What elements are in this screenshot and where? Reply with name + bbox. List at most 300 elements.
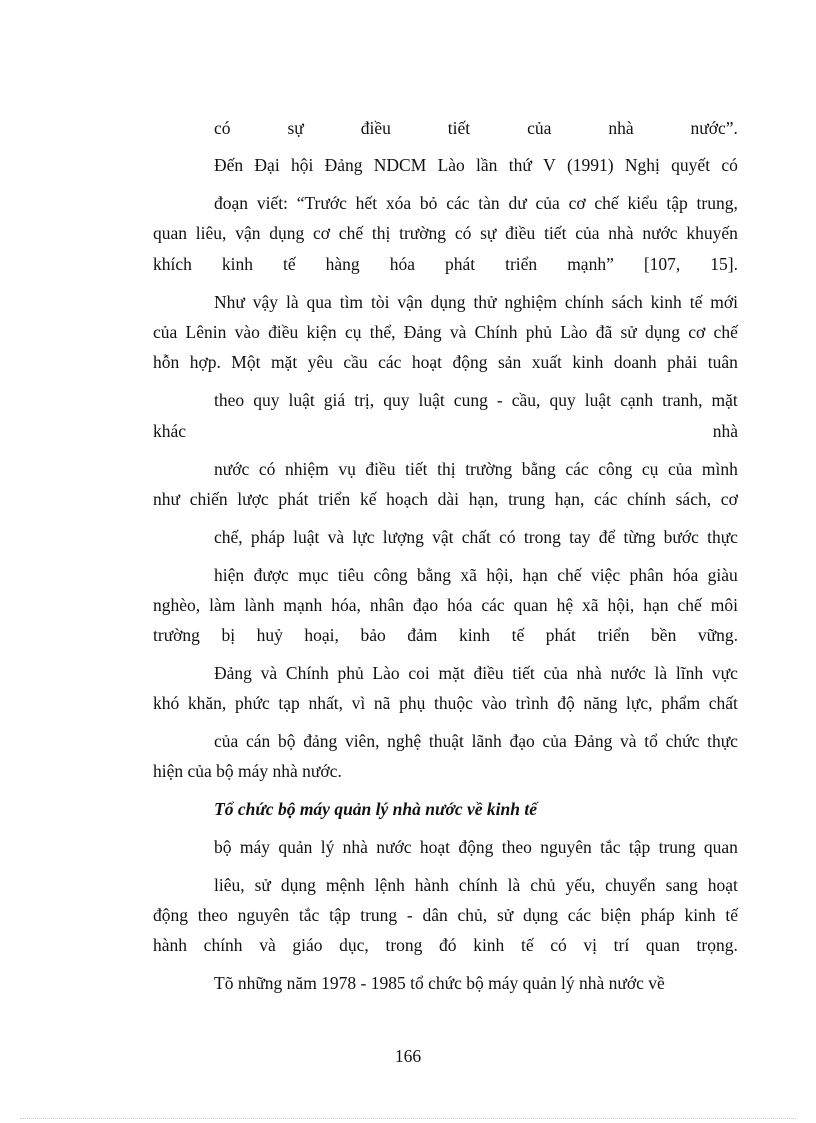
word: lược	[237, 489, 269, 509]
word: kinh	[572, 352, 604, 372]
word: tế	[283, 254, 296, 274]
word: đảng	[303, 731, 338, 751]
word: chính	[564, 292, 604, 312]
text-line	[214, 291, 738, 313]
word: trường	[153, 625, 200, 645]
word: động	[452, 352, 488, 372]
word: mệnh	[325, 875, 365, 895]
word: hoạt	[419, 837, 451, 857]
word: kinh	[650, 292, 682, 312]
word: sử	[254, 875, 271, 895]
word: vững.	[697, 625, 738, 645]
word: và	[259, 935, 276, 955]
word: mạnh”	[567, 254, 614, 274]
word: nhất,	[308, 693, 343, 713]
word: trường	[465, 459, 513, 479]
word: chế	[338, 223, 364, 243]
section-heading: Tổ chức bộ máy quản lý nhà nước về kinh tế	[214, 799, 537, 819]
word: biện	[600, 905, 631, 925]
word: Chính	[474, 322, 518, 342]
word: dụng	[430, 292, 466, 312]
word: khó	[153, 693, 180, 713]
word: hoại,	[304, 625, 339, 645]
word: mặt	[711, 390, 738, 410]
text-line	[153, 222, 738, 244]
word: đoạn	[214, 193, 249, 213]
word: các	[378, 352, 402, 372]
word: hóa,	[331, 595, 361, 615]
word: của	[527, 118, 552, 138]
word: Lênin	[185, 322, 227, 342]
word: năng	[583, 693, 618, 713]
word: lực,	[626, 693, 653, 713]
word: Chính	[285, 663, 329, 683]
word: cơ	[313, 223, 331, 243]
word: yếu,	[565, 875, 596, 895]
word: vận	[397, 292, 423, 312]
text-line	[214, 874, 738, 896]
word: xã	[582, 595, 599, 615]
page-bottom-divider	[20, 1118, 796, 1119]
word: nguyên	[540, 837, 592, 857]
word: phủ	[525, 322, 552, 342]
word: thị	[437, 459, 456, 479]
word: cơ	[688, 322, 706, 342]
word: bộ	[214, 837, 232, 857]
word: nhân	[369, 595, 404, 615]
word: của	[668, 459, 693, 479]
word: bị	[221, 625, 236, 645]
word: được	[253, 565, 289, 585]
word: tìm	[339, 292, 364, 312]
text-line	[214, 662, 738, 684]
word: coi	[408, 663, 430, 683]
word: lệnh	[374, 875, 405, 895]
word: Nghị	[624, 155, 660, 175]
word: hợp.	[189, 352, 221, 372]
word: hành	[153, 935, 188, 955]
word: lành	[244, 595, 275, 615]
word: doanh	[613, 352, 657, 372]
word: điều	[473, 663, 504, 683]
word: Một	[231, 352, 261, 372]
word: hóa	[672, 565, 699, 585]
word: hội	[290, 155, 314, 175]
word: của	[575, 223, 600, 243]
word: kiểu	[627, 193, 658, 213]
word: có	[258, 459, 276, 479]
word: nước	[214, 459, 250, 479]
word: trung	[360, 905, 398, 925]
word: quan	[645, 935, 680, 955]
word: phát	[545, 625, 576, 645]
word: kinh	[221, 254, 254, 274]
text-line: Tõ những năm 1978 - 1985 tổ chức bộ máy quản lý nhà nước về	[214, 973, 665, 993]
word: tế	[689, 292, 703, 312]
word: dụng	[269, 223, 305, 243]
word: hạn,	[554, 489, 585, 509]
word: pháp	[250, 527, 285, 547]
word: trung,	[696, 193, 738, 213]
word: luật	[418, 390, 445, 410]
word: kế	[359, 489, 377, 509]
word: sử	[496, 905, 514, 925]
word: V	[543, 155, 556, 175]
word: [107,	[643, 254, 681, 274]
text-line	[153, 351, 738, 373]
text-line	[214, 389, 738, 411]
word: quy	[383, 390, 410, 410]
word: chính	[627, 489, 666, 509]
word: mặt	[438, 663, 465, 683]
word: hành	[414, 875, 449, 895]
word: tập	[666, 193, 688, 213]
word: hội,	[607, 595, 635, 615]
word: kinh	[473, 935, 505, 955]
word: công	[598, 459, 633, 479]
word: luật	[293, 527, 320, 547]
word: theo	[501, 837, 532, 857]
word: dụng	[522, 905, 558, 925]
word: làm	[209, 595, 236, 615]
word: đó	[439, 935, 457, 955]
word: xã	[460, 565, 477, 585]
word: cầu,	[511, 390, 541, 410]
word: cung	[453, 390, 488, 410]
word: trình	[515, 693, 549, 713]
word: trọng.	[696, 935, 738, 955]
word: hoạt	[707, 875, 738, 895]
word: việc	[590, 565, 621, 585]
word: bộ	[278, 731, 296, 751]
word: tạp	[278, 693, 300, 713]
word: tế	[511, 625, 525, 645]
word: hoạch	[386, 489, 428, 509]
word: thứ	[508, 155, 532, 175]
word: để	[598, 527, 616, 547]
word: dụng	[645, 322, 681, 342]
word: tiết	[405, 459, 428, 479]
word: của	[153, 322, 178, 342]
word: khích	[153, 254, 192, 274]
word: cơ	[568, 193, 586, 213]
word: xuất	[531, 352, 562, 372]
word: chủ,	[457, 905, 488, 925]
word: trung	[508, 489, 546, 509]
word: phát	[444, 254, 476, 274]
word: triển	[505, 254, 538, 274]
word: có	[454, 223, 472, 243]
word: Lào	[437, 155, 465, 175]
word: phẩm	[661, 693, 701, 713]
word: cầu	[343, 352, 368, 372]
word: lần	[476, 155, 498, 175]
word: giá	[323, 390, 346, 410]
word: vào	[481, 693, 507, 713]
word: đã	[595, 322, 613, 342]
text-line	[153, 253, 738, 275]
word: quan	[513, 595, 548, 615]
word: nước	[642, 223, 678, 243]
word: có	[721, 155, 738, 175]
word: đạo	[509, 731, 535, 751]
text-line: hiện của bộ máy nhà nước.	[153, 761, 342, 781]
word: của	[542, 731, 567, 751]
word: tàn	[478, 193, 500, 213]
word: chế	[713, 322, 738, 342]
word: vụ	[338, 459, 356, 479]
word: hạn	[522, 565, 548, 585]
word: thực	[707, 731, 738, 751]
word: Như	[214, 292, 245, 312]
word: vị	[583, 935, 598, 955]
word: NDCM	[373, 155, 427, 175]
word: các	[567, 905, 592, 925]
word: chủ	[530, 875, 556, 895]
word: tập	[628, 837, 651, 857]
word: phát	[278, 489, 309, 509]
word: thuật	[428, 731, 464, 751]
word: nghệ	[387, 731, 422, 751]
word: lĩnh	[675, 663, 704, 683]
word: trường	[399, 223, 447, 243]
word: triển	[597, 625, 630, 645]
word: của	[543, 663, 568, 683]
word: vì	[351, 693, 366, 713]
word: giàu	[707, 565, 738, 585]
word: sử	[620, 322, 637, 342]
text-line	[153, 934, 738, 956]
word: phủ	[337, 663, 364, 683]
word: bỏ	[419, 193, 438, 213]
word: có	[214, 118, 231, 138]
word: tiêu	[337, 565, 365, 585]
word: bước	[663, 527, 699, 547]
word: quy	[253, 390, 280, 410]
text-line	[153, 692, 738, 714]
word: quyết	[671, 155, 711, 175]
word: hóa	[447, 595, 473, 615]
word: quan	[153, 223, 188, 243]
page-number: 166	[394, 1046, 422, 1066]
word: xóa	[385, 193, 412, 213]
word: điều	[268, 322, 299, 342]
word: là	[285, 292, 299, 312]
word: dân	[422, 905, 448, 925]
word: hạn	[643, 595, 669, 615]
word: nước	[376, 837, 412, 857]
word: tập	[329, 905, 351, 925]
word: từng	[623, 527, 656, 547]
word: tế	[725, 905, 738, 925]
word: triển	[318, 489, 351, 509]
word: thị	[371, 223, 391, 243]
word: là	[507, 875, 521, 895]
word: bằng	[521, 459, 556, 479]
word: các	[565, 459, 589, 479]
text-line	[153, 488, 738, 510]
word: hạn,	[468, 489, 499, 509]
word: động	[153, 905, 188, 925]
word: dài	[437, 489, 460, 509]
word: sự	[287, 118, 304, 138]
word: giáo	[292, 935, 323, 955]
word: hỗn	[153, 352, 180, 372]
word: dụng	[280, 875, 316, 895]
word: “Trước	[296, 193, 347, 213]
word: sách	[611, 292, 643, 312]
word: đảm	[407, 625, 438, 645]
word: cơ	[720, 489, 738, 509]
word: hoạt	[411, 352, 443, 372]
word: tắc	[600, 837, 621, 857]
word: hết	[355, 193, 378, 213]
word: trong	[385, 935, 423, 955]
word: hội,	[486, 565, 514, 585]
word: phân	[629, 565, 664, 585]
word: qua	[306, 292, 332, 312]
word: nguyên	[237, 905, 290, 925]
word: các	[594, 489, 618, 509]
word: nhà	[608, 223, 634, 243]
word: trí	[613, 935, 630, 955]
word: thuộc	[433, 693, 473, 713]
word: hiện	[214, 565, 245, 585]
word: tiết	[544, 223, 567, 243]
word: phức	[234, 693, 270, 713]
text-line	[153, 321, 738, 343]
word: liêu,	[195, 223, 227, 243]
word: điều	[360, 118, 391, 138]
word: nước	[610, 663, 646, 683]
word: và	[260, 663, 278, 683]
word: mới	[710, 292, 738, 312]
word: trị,	[354, 390, 375, 410]
word: Đến	[214, 155, 244, 175]
word: bằng	[416, 565, 451, 585]
word: nhiệm	[284, 459, 329, 479]
word: vào	[234, 322, 260, 342]
word: mạnh	[283, 595, 323, 615]
text-line	[214, 192, 738, 214]
word: nhà	[608, 118, 634, 138]
word: thử	[473, 292, 497, 312]
word: kinh	[684, 905, 716, 925]
word: cán	[246, 731, 271, 751]
word: máy	[239, 837, 270, 857]
word: tuân	[707, 352, 738, 372]
text-line	[214, 117, 738, 139]
word: tổ	[644, 731, 658, 751]
word: của	[535, 193, 560, 213]
word: dục,	[339, 935, 369, 955]
word: pháp	[640, 905, 675, 925]
word: vật	[432, 527, 454, 547]
word: sang	[665, 875, 698, 895]
text-line	[153, 904, 738, 926]
word: độ	[557, 693, 575, 713]
word: bền	[651, 625, 677, 645]
text-line	[214, 154, 738, 176]
word: chất	[461, 527, 491, 547]
word: điều	[365, 459, 396, 479]
word: mục	[298, 565, 329, 585]
word: luật	[288, 390, 315, 410]
word: chế	[557, 565, 582, 585]
text-line	[153, 420, 738, 442]
word: khác	[153, 421, 187, 441]
word: nhà	[576, 663, 602, 683]
word: kiện	[306, 322, 337, 342]
word: Đảng	[214, 663, 252, 683]
word: nhà	[712, 421, 738, 441]
word: động	[458, 837, 494, 857]
word: bảo	[360, 625, 386, 645]
word: chế,	[214, 527, 243, 547]
text-line	[214, 458, 738, 480]
word: lượng	[382, 527, 424, 547]
word: và	[449, 322, 467, 342]
word: viết:	[256, 193, 288, 213]
word: tòi	[370, 292, 390, 312]
word: theo	[214, 390, 245, 410]
word: tiết	[512, 663, 535, 683]
word: Lào	[372, 663, 400, 683]
text-line	[214, 730, 738, 752]
word: nghèo,	[153, 595, 201, 615]
word: chất	[708, 693, 738, 713]
text-line	[214, 836, 738, 858]
word: -	[496, 390, 503, 410]
word: hàng	[325, 254, 360, 274]
word: các	[446, 193, 470, 213]
word: Đại	[254, 155, 280, 175]
word: cụ	[641, 459, 659, 479]
word: hệ	[556, 595, 574, 615]
word: điều	[505, 223, 536, 243]
word: lý	[320, 837, 335, 857]
word: có	[550, 935, 567, 955]
word: nhà	[342, 837, 368, 857]
word: liêu,	[214, 875, 245, 895]
word: tắc	[298, 905, 320, 925]
word: là	[654, 663, 668, 683]
word: và	[327, 527, 345, 547]
word: quản	[278, 837, 313, 857]
word: sách,	[675, 489, 712, 509]
word: mặt	[270, 352, 298, 372]
word: vận	[235, 223, 261, 243]
word: (1991)	[566, 155, 614, 175]
word: Đảng	[574, 731, 613, 751]
word: cạnh	[620, 390, 654, 410]
word: chức	[665, 731, 700, 751]
text-line	[214, 564, 738, 586]
word: khuyến	[686, 223, 738, 243]
word: của	[214, 731, 239, 751]
word: công	[373, 565, 408, 585]
word: vậy	[252, 292, 279, 312]
word: đạo	[412, 595, 439, 615]
word: theo	[197, 905, 228, 925]
word: tế	[520, 935, 534, 955]
word: chính	[203, 935, 243, 955]
word: viên,	[344, 731, 380, 751]
word: 15].	[710, 254, 738, 274]
word: kinh	[458, 625, 491, 645]
word: -	[406, 905, 413, 925]
word: môi	[710, 595, 738, 615]
